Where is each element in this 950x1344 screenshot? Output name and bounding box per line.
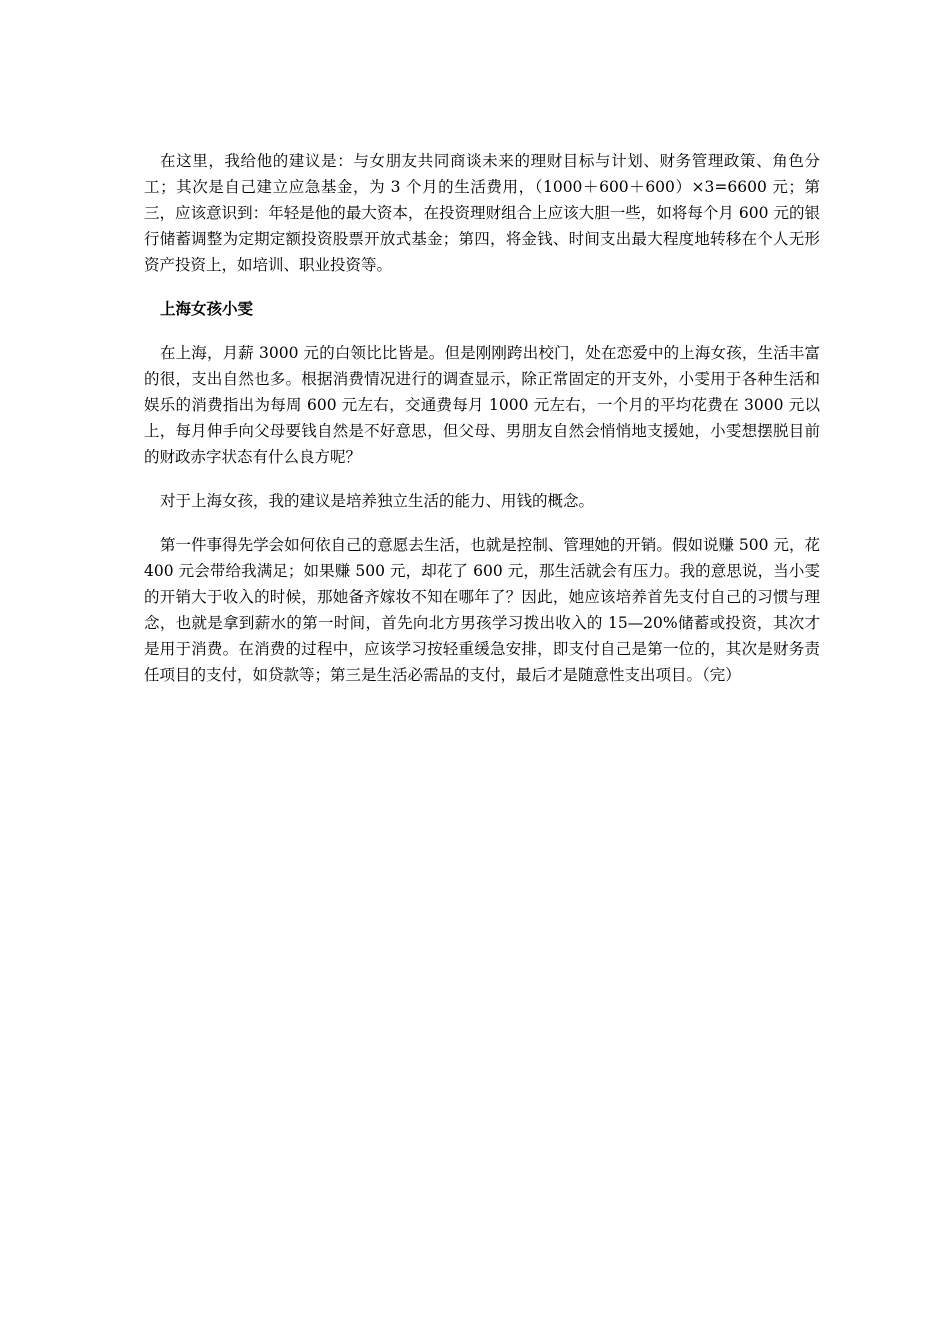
advice-paragraph: 在这里，我给他的建议是：与女朋友共同商谈未来的理财目标与计划、财务管理政策、角色分工；其次是自己建立应急基金，为 3 个月的生活费用，（1000＋600＋600）×3=6600 元；第三，应该意识到：年轻是他的最大资本，在投资理财组合上应该大胆一些，如将每个月 600 元的银行储蓄调整为定期定额投资股票开放式基金；第四，将金钱、时间支出最大程度地转移在个人无形资产投资上，如培训、职业投资等。	[144, 152, 820, 274]
document-page	[144, 148, 820, 706]
section-heading: 上海女孩小雯	[160, 299, 254, 318]
suggestion-paragraph: 对于上海女孩，我的建议是培养独立生活的能力、用钱的概念。	[160, 492, 595, 510]
first-step-paragraph: 第一件事得先学会如何依自己的意愿去生活，也就是控制、管理她的开销。假如说赚 500 元，花 400 元会带给我满足；如果赚 500 元，却花了 600 元，那生活就会有压力。我的意思说，当小雯的开销大于收入的时候，那她备齐嫁妆不知在哪年了？因此，她应该培养首先支付自己的习惯与理念，也就是拿到薪水的第一时间，首先向北方男孩学习拨出收入的 15—20%储蓄或投资，其次才是用于消费。在消费的过程中，应该学习按轻重缓急安排，即支付自己是第一位的，其次是财务责任项目的支付，如贷款等；第三是生活必需品的支付，最后才是随意性支出项目。（完）	[144, 536, 820, 684]
shanghai-girl-paragraph: 在上海，月薪 3000 元的白领比比皆是。但是刚刚跨出校门，处在恋爱中的上海女孩，生活丰富的很，支出自然也多。根据消费情况进行的调查显示，除正常固定的开支外，小雯用于各种生活和娱乐的消费指出为每周 600 元左右，交通费每月 1000 元左右，一个月的平均花费在 3000 元以上，每月伸手向父母要钱自然是不好意思，但父母、男朋友自然会悄悄地支援她，小雯想摆脱目前的财政赤字状态有什么良方呢？	[144, 344, 820, 466]
